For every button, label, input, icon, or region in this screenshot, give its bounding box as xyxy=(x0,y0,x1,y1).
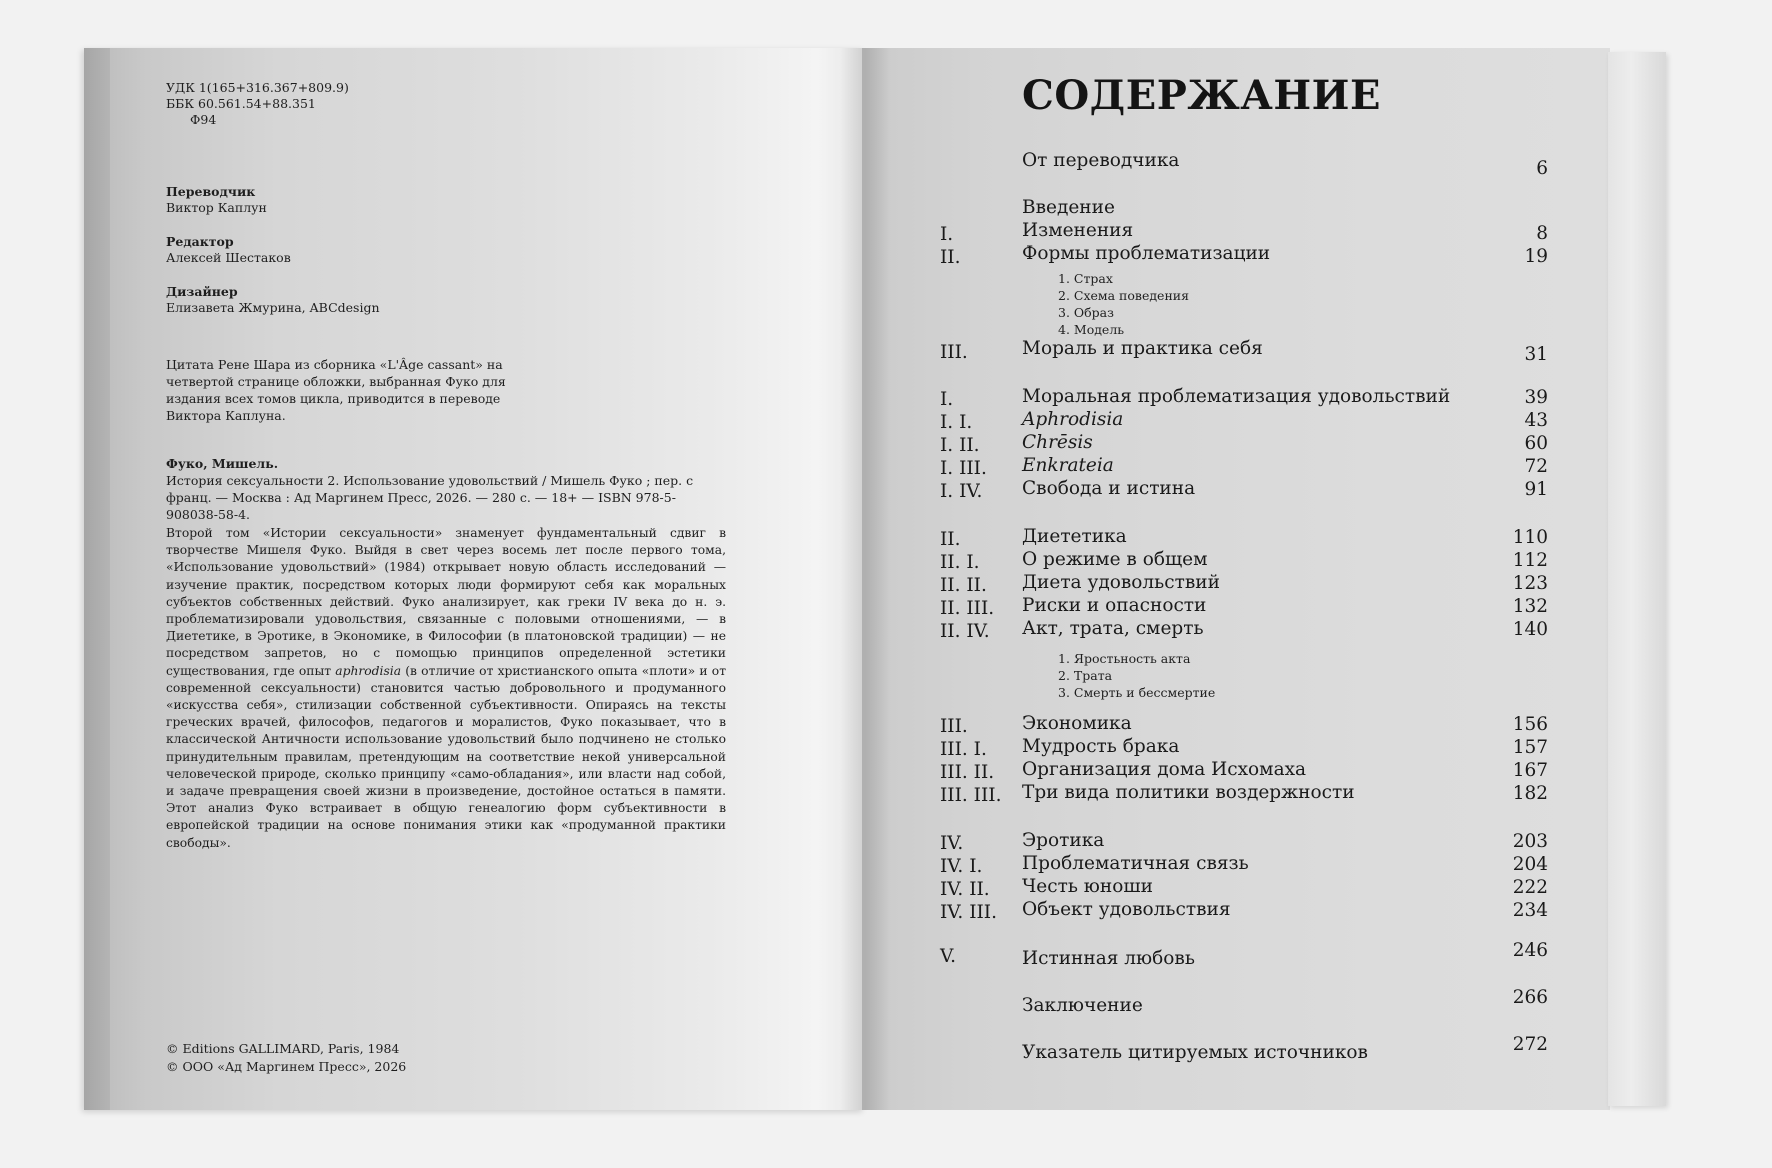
toc-entry-title: О режиме в общем xyxy=(1022,549,1208,570)
annotation-text-2: (в отличие от христианского опыта «плоти» и от современной сексуальности) становится частью добровольного и продуманного «искусства себя», стилизации собственной субъективности. Опираясь на тексты греческих врачей, философов, педагогов и моралистов, Фуко показывает, что в классической Античности использование удовольствий было подчинено не столько принудительным правилам, претендующим на соответствие некой универсальной человеческой природе, сколько принципу «само-обладания», или власти над собой, и задаче превращения своей жизни в произведение, достойное остаться в памяти. Этот анализ Фуко встраивает в общую генеалогию форм субъективности в европейской традиции на основе понимания этики как «продуманной практики свободы». xyxy=(166,663,726,850)
quote-note: Цитата Рене Шара из сборника «L'Âge cassant» на четвертой странице обложки, выбранная Фуко для издания всех томов цикла, приводится в переводе Виктора Каплуна. xyxy=(166,357,506,423)
toc-entry-number: II. IV. xyxy=(940,621,990,642)
annotation-italic: aphrodisia xyxy=(335,663,402,678)
toc-entry-number: I. III. xyxy=(940,458,987,479)
toc-entry-title: Акт, трата, смерть xyxy=(1022,618,1204,639)
udk-line: УДК 1(165+316.367+809.9) xyxy=(166,80,349,95)
toc-entry-number: III. xyxy=(940,342,968,363)
toc-entry-title: Aphrodisia xyxy=(1022,409,1124,430)
toc-entry-page: 91 xyxy=(1524,479,1548,500)
toc-entry-page: 266 xyxy=(1512,987,1548,1008)
credit-name: Елизавета Жмурина, ABCdesign xyxy=(166,300,380,315)
toc-entry-number: III. III. xyxy=(940,785,1002,806)
toc-entry-page: 6 xyxy=(1536,158,1548,179)
toc-entry-page: 110 xyxy=(1512,527,1548,548)
toc-entry-title: Три вида политики воздержности xyxy=(1022,782,1355,803)
toc-entry-page: 72 xyxy=(1524,456,1548,477)
toc-entry-page: 272 xyxy=(1512,1034,1548,1055)
toc-entry-page: 112 xyxy=(1512,550,1548,571)
toc-entry-title: Диета удовольствий xyxy=(1022,572,1220,593)
toc-subitem: 4. Модель xyxy=(1058,322,1125,337)
toc-entry-number: IV. xyxy=(940,833,964,854)
credit-name: Алексей Шестаков xyxy=(166,250,291,265)
toc-entry-number: III. xyxy=(940,716,968,737)
toc-entry-page: 140 xyxy=(1512,619,1548,640)
toc-entry-title: Объект удовольствия xyxy=(1022,899,1231,920)
toc-entry-number: II. III. xyxy=(940,598,995,619)
toc-entry-page: 167 xyxy=(1512,760,1548,781)
toc-entry-title: Экономика xyxy=(1022,713,1132,734)
toc-entry-title: От переводчика xyxy=(1022,150,1180,171)
toc-entry-number: II. xyxy=(940,247,961,268)
toc-entry-title: Диететика xyxy=(1022,526,1127,547)
toc-entry-title: Изменения xyxy=(1022,220,1134,241)
toc-entry-page: 234 xyxy=(1512,900,1548,921)
toc-entry-title: Enkrateia xyxy=(1022,455,1114,476)
toc-entry-number: V. xyxy=(940,946,957,967)
toc-entry-number: IV. I. xyxy=(940,856,983,877)
toc-entry-title: Риски и опасности xyxy=(1022,595,1207,616)
toc-entry-title: Организация дома Исхомаха xyxy=(1022,759,1307,780)
toc-entry-title: Мораль и практика себя xyxy=(1022,338,1263,359)
toc-entry-title: Заключение xyxy=(1022,995,1143,1016)
toc-entry-number: III. I. xyxy=(940,739,987,760)
toc-entry-page: 8 xyxy=(1536,223,1548,244)
annotation-text-1: Второй том «Истории сексуальности» знаменует фундаментальный сдвиг в творчестве Мишеля Фуко. Выйдя в свет через восемь лет после первого тома, «Использование удовольствий» (1984) открывает новую область исследований — изучение практик, посредством которых люди формируют себя как моральных субъектов собственных действий. Фуко анализирует, как греки IV века до н. э. проблематизировали удовольствия, связанные с половыми отношениями, — в Диететике, в Эротике, в Экономике, в Философии (в платоновской традиции) — не посредством запретов, но с помощью принципов определенной эстетики существования, где опыт xyxy=(166,526,726,678)
toc-entry-title: Проблематичная связь xyxy=(1022,853,1249,874)
toc-subitem: 2. Схема поведения xyxy=(1058,288,1189,303)
toc-entry-page: 123 xyxy=(1512,573,1548,594)
toc-entry-number: II. I. xyxy=(940,552,980,573)
toc-entry-number: I. II. xyxy=(940,435,980,456)
toc-entry-page: 204 xyxy=(1512,854,1548,875)
toc-entry-number: I. I. xyxy=(940,412,973,433)
toc-subitem: 2. Трата xyxy=(1058,668,1113,683)
bib-author: Фуко, Мишель. xyxy=(166,456,279,471)
toc-entry-page: 39 xyxy=(1524,387,1548,408)
toc-entry-page: 132 xyxy=(1512,596,1548,617)
toc-entry-number: III. II. xyxy=(940,762,995,783)
toc-entry-title: Моральная проблематизация удовольствий xyxy=(1022,386,1451,407)
toc-entry-number: I. IV. xyxy=(940,481,983,502)
credit-role: Переводчик xyxy=(166,184,256,199)
toc-entry-page: 222 xyxy=(1512,877,1548,898)
copyright-line: © Editions GALLIMARD, Paris, 1984 xyxy=(166,1041,400,1056)
toc-entry-number: I. xyxy=(940,389,954,410)
toc-entry-page: 31 xyxy=(1524,344,1548,365)
credit-role: Дизайнер xyxy=(166,284,238,299)
toc-entry-number: II. xyxy=(940,529,961,550)
toc-entry-page: 19 xyxy=(1524,246,1548,267)
toc-entry-page: 246 xyxy=(1512,940,1548,961)
toc-entry-number: I. xyxy=(940,224,954,245)
bib-text: История сексуальности 2. Использование удовольствий / Мишель Фуко ; пер. с франц. — Москва : Ад Маргинем Пресс, 2026. — 280 с. — 18+ — ISBN 978-5-908038-58-4. xyxy=(166,473,694,522)
toc-subitem: 3. Смерть и бессмертие xyxy=(1058,685,1216,700)
toc-entry-title: Введение xyxy=(1022,197,1115,218)
toc-subitem: 1. Страх xyxy=(1058,271,1113,286)
credit-role: Редактор xyxy=(166,234,234,249)
toc-entry-title: Указатель цитируемых источников xyxy=(1022,1042,1368,1063)
toc-entry-title: Истинная любовь xyxy=(1022,948,1195,969)
toc-entry-title: Chrēsis xyxy=(1022,432,1093,453)
toc-subitem: 1. Яростьность акта xyxy=(1058,651,1191,666)
toc-subitem: 3. Образ xyxy=(1058,305,1114,320)
toc-entry-title: Мудрость брака xyxy=(1022,736,1180,757)
toc-entry-title: Формы проблематизации xyxy=(1022,243,1271,264)
author-mark: Ф94 xyxy=(190,112,217,127)
toc-entry-title: Честь юноши xyxy=(1022,876,1153,897)
toc-entry-page: 157 xyxy=(1512,737,1548,758)
toc-entry-page: 43 xyxy=(1524,410,1548,431)
credit-name: Виктор Каплун xyxy=(166,200,267,215)
copyright-line: © ООО «Ад Маргинем Пресс», 2026 xyxy=(166,1059,407,1074)
toc-entry-title: Эротика xyxy=(1022,830,1105,851)
toc-title: СОДЕРЖАНИЕ xyxy=(1022,72,1381,119)
toc-entry-number: IV. III. xyxy=(940,902,997,923)
toc-entry-page: 156 xyxy=(1512,714,1548,735)
toc-entry-number: IV. II. xyxy=(940,879,990,900)
toc-entry-page: 203 xyxy=(1512,831,1548,852)
toc-entry-title: Свобода и истина xyxy=(1022,478,1196,499)
bbk-line: ББК 60.561.54+88.351 xyxy=(166,96,316,111)
toc-entry-number: II. II. xyxy=(940,575,987,596)
toc-entry-page: 182 xyxy=(1512,783,1548,804)
toc-entry-page: 60 xyxy=(1524,433,1548,454)
